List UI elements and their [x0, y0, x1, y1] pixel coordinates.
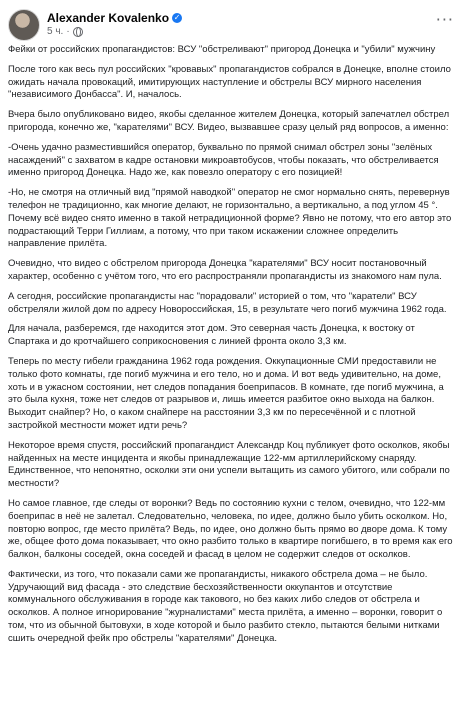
post-paragraph-6: Очевидно, что видео с обстрелом пригорода Донецка "карателями" ВСУ носит постановочный характер, особенно с учётом того, что его распространяли пропагандисты из знакомого нам пула.: [8, 258, 442, 282]
globe-icon[interactable]: [73, 27, 83, 37]
post-paragraph-8: Для начала, разберемся, где находится этот дом. Это северная часть Донецка, к востоку от Спартака и до кротчайшего соприкосновения с линией фронта около 3,3 км.: [8, 323, 415, 348]
separator-dot: ·: [66, 26, 70, 37]
post-content: [8, 44, 456, 653]
post-subline: [47, 25, 182, 39]
post-paragraph-5: -Но, не смотря на отличный вид "прямой наводкой" оператор не смог нормально снять, перевернув телефон не традиционно, как многие делают, не горизонтально, а вертикально, а под углом 45 °. Почему всё видео снято именно в такой нетрадиционной форме? Явно не потому, что его автор это подрастающий Терри Гиллиам, а потому, что при таком искажении сложнее определить направление прилёта.: [8, 187, 452, 250]
post-paragraph-2: После того как весь пул российских "кровавых" пропагандистов собрался в Донецке, вполне стоило ожидать начала провокаций, имитирующих наступление и обстрелы ВСУ мирного населения "независимого Донбасса". И, началось.: [8, 63, 451, 101]
author-name[interactable]: Alexander Kovalenko: [47, 11, 170, 25]
post-paragraph-3: Вчера было опубликовано видео, якобы сделанное жителем Донецка, который запечатлел обстрел пригорода, конечно же, "карателями" ВСУ. Видео, вызвавшее сразу целый ряд вопросов, а именно:: [8, 109, 450, 133]
post-timestamp[interactable]: 5 ч.: [47, 26, 64, 37]
verified-badge-icon: ✓: [173, 13, 181, 22]
post-paragraph-11: Но самое главное, где следы от воронки? Ведь по состоянию кухни с телом, очевидно, что 122-мм боеприпас в неё не залетал. Следовательно, человека, по идее, должно было убить осколком. Но, повторю вопрос, где место прилёта? Ведь, по идее, оно должно быть прямо во дворе дома. К тому же, общее фото дома показывает, что окно разбито только в квартире погибшего, в то время как его балкон, балконы соседей, окна соседей и фасад в целом не содержит следов от осколков.: [8, 497, 453, 561]
post-paragraph-9: Теперь по месту гибели гражданина 1962 года рождения. Оккупационные СМИ предоставили не только фото комнаты, где погиб мужчина и его тело, но и дома. И вот ведь удивительно, на доме, хоть и в ужасном состоянии, нет следов попадания боеприпасов. В комнате, где погиб мужчина, а это была кухня, тоже нет следов от разрывов и, лишь имеется разбитое окно выхода на балкон. Выходит снайпер? Но, о каком снайпере на расстоянии 3,3 км по пересечённой и с плотной застройкой местности может идти речь?: [8, 355, 444, 431]
post-paragraph-7: А сегодня, российские пропагандисты нас "порадовали" историей о том, что "каратели" ВСУ обстреляли жилой дом по адресу Новороссийская, 15, в результате чего погиб мужчина 1962 года.: [8, 290, 447, 315]
post-meta: [47, 11, 182, 39]
avatar[interactable]: [8, 9, 40, 41]
post-header: [8, 8, 182, 42]
more-options-icon[interactable]: ···: [435, 10, 454, 29]
post-paragraph-4: -Очень удачно разместившийся оператор, буквально по прямой снимал обстрел зоны "зелёных насаждений" с захватом в кадре остановки микроавтобусов, чтобы показать, что обстреливается именно пригород Донецка. Надо же, как повезло оператору с его позицией!: [8, 141, 439, 179]
post-paragraph-12: Фактически, из того, что показали сами же пропагандисты, никакого обстрела дома – не было. Удручающий вид фасада - это следствие бесхозяйственности оккупантов и отсутствие коммунального обслуживания в городе как такового, но без каких либо следов от обстрела и осколков. А полное игнорирование "журналистами" места прилёта, а именно – воронки, говорит о том, что из обычной бытовухи, в ходе которой и было разбито стекло, пытаются белыми нитками сшить очередной фейк про обстрелы "карателями" Донецка.: [8, 568, 443, 644]
author-row: [47, 11, 182, 25]
post-paragraph-10: Некоторое время спустя, российский пропагандист Александр Коц публикует фото осколков, якобы найденных на месте инцидента и якобы принадлежащие 122-мм артиллерийскому снаряду. Единственное, что непонятно, осколки эти они успели вытащить из самого убитого, или собрали по местности?: [8, 439, 450, 490]
post-paragraph-1: Фейки от российских пропагандистов: ВСУ "обстреливают" пригород Донецка и "убили" мужчину: [8, 44, 436, 55]
